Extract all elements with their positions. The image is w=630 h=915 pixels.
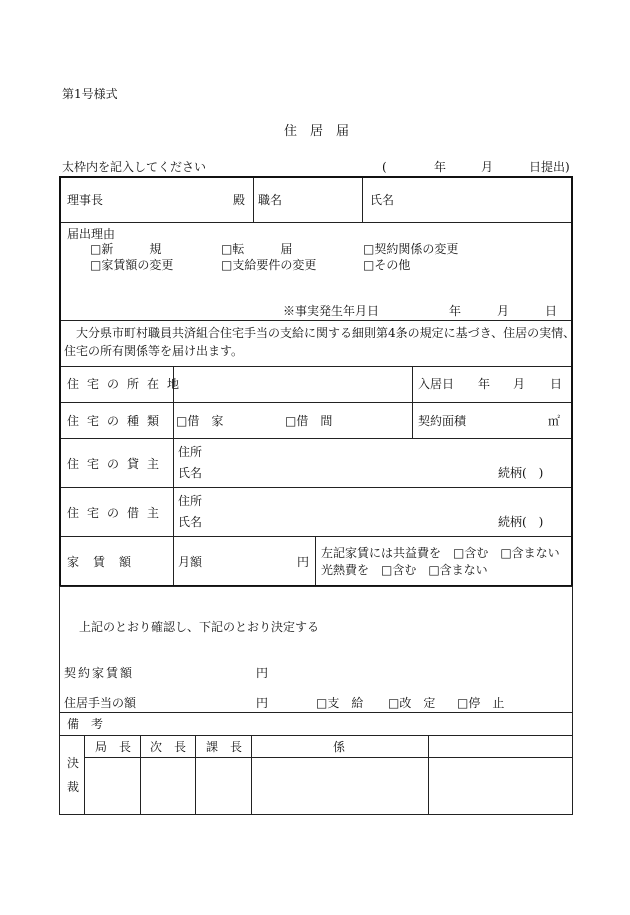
housing-type-label: 住宅の種類 — [67, 414, 168, 428]
confirm-text: 上記のとおり確認し、下記のとおり決定する — [79, 620, 320, 634]
borrower-address[interactable]: 住所 — [178, 494, 203, 508]
rent-label: 家賃額 — [67, 555, 146, 569]
reason-requirement-change-checkbox[interactable]: □支給要件の変更 — [221, 258, 317, 272]
approval-col-staff: 係 — [333, 740, 346, 754]
declaration-line-2: 住宅の所有関係等を届け出ます。 — [64, 344, 244, 358]
reason-contract-change-checkbox[interactable]: □契約関係の変更 — [363, 242, 459, 256]
move-in-day: 日 — [550, 377, 563, 391]
allowance-pay-checkbox[interactable]: □支 給 — [316, 696, 364, 710]
move-in-label: 入居日 — [418, 377, 455, 391]
area-unit: ㎡ — [548, 414, 561, 428]
recipient-label: 理事長 — [67, 193, 104, 207]
page-title: 住 居 届 — [284, 124, 350, 139]
landlord-name[interactable]: 氏名 — [178, 466, 203, 480]
borrower-label: 住宅の借主 — [67, 506, 168, 520]
declaration-line-1: 大分県市町村職員共済組合住宅手当の支給に関する細則第4条の規定に基づき、住居の実情、 — [64, 326, 576, 340]
borrower-relation[interactable]: 続柄( ) — [498, 515, 544, 529]
approval-label-top: 決 — [67, 756, 80, 770]
common-fee-options[interactable]: 左記家賃には共益費を □含む □含まない — [321, 546, 560, 560]
allowance-label: 住居手当の額 — [64, 696, 137, 710]
approval-col-deputy: 次 長 — [150, 740, 187, 754]
job-title-field[interactable]: 職名 — [258, 193, 283, 207]
allowance-yen: 円 — [256, 696, 269, 710]
name-field[interactable]: 氏名 — [370, 193, 395, 207]
reason-new-checkbox[interactable]: □新 規 — [90, 242, 162, 256]
fact-date-day: 日 — [545, 304, 558, 318]
reason-other-checkbox[interactable]: □その他 — [363, 258, 411, 272]
date-year-label: 年 — [434, 160, 447, 174]
honorific-label: 殿 — [233, 193, 246, 207]
landlord-label: 住宅の貸主 — [67, 457, 168, 471]
approval-col-section-chief: 課 長 — [206, 740, 243, 754]
move-in-month: 月 — [513, 377, 526, 391]
form-number: 第1号様式 — [62, 87, 118, 101]
allowance-stop-checkbox[interactable]: □停 止 — [457, 696, 505, 710]
location-label: 住宅の所在地 — [67, 377, 188, 391]
contract-area-label: 契約面積 — [418, 414, 467, 428]
monthly-rent-label: 月額 — [178, 555, 203, 569]
contract-rent-yen: 円 — [256, 666, 269, 680]
date-day-label: 日提出) — [529, 160, 570, 174]
remarks-label: 備 考 — [67, 717, 104, 731]
utility-fee-options[interactable]: 光熱費を □含む □含まない — [321, 563, 488, 577]
date-open-paren: ( — [382, 160, 387, 174]
fact-date-month: 月 — [497, 304, 510, 318]
reason-label: 届出理由 — [67, 227, 116, 241]
rent-room-checkbox[interactable]: □借 間 — [285, 414, 333, 428]
monthly-yen: 円 — [297, 555, 310, 569]
move-in-year: 年 — [478, 377, 491, 391]
reason-rent-change-checkbox[interactable]: □家賃額の変更 — [90, 258, 174, 272]
landlord-address[interactable]: 住所 — [178, 445, 203, 459]
fact-date-year: 年 — [449, 304, 462, 318]
fact-date-label: ※事実発生年月日 — [283, 304, 380, 318]
landlord-relation[interactable]: 続柄( ) — [498, 466, 544, 480]
reason-transfer-checkbox[interactable]: □転 届 — [221, 242, 293, 256]
approval-col-bureau-chief: 局 長 — [95, 740, 132, 754]
approval-label-bottom: 裁 — [67, 780, 80, 794]
contract-rent-label: 契約家賃額 — [64, 666, 135, 680]
date-month-label: 月 — [481, 160, 494, 174]
rent-house-checkbox[interactable]: □借 家 — [176, 414, 224, 428]
instruction-text: 太枠内を記入してください — [62, 160, 207, 174]
borrower-name[interactable]: 氏名 — [178, 515, 203, 529]
allowance-revise-checkbox[interactable]: □改 定 — [388, 696, 436, 710]
